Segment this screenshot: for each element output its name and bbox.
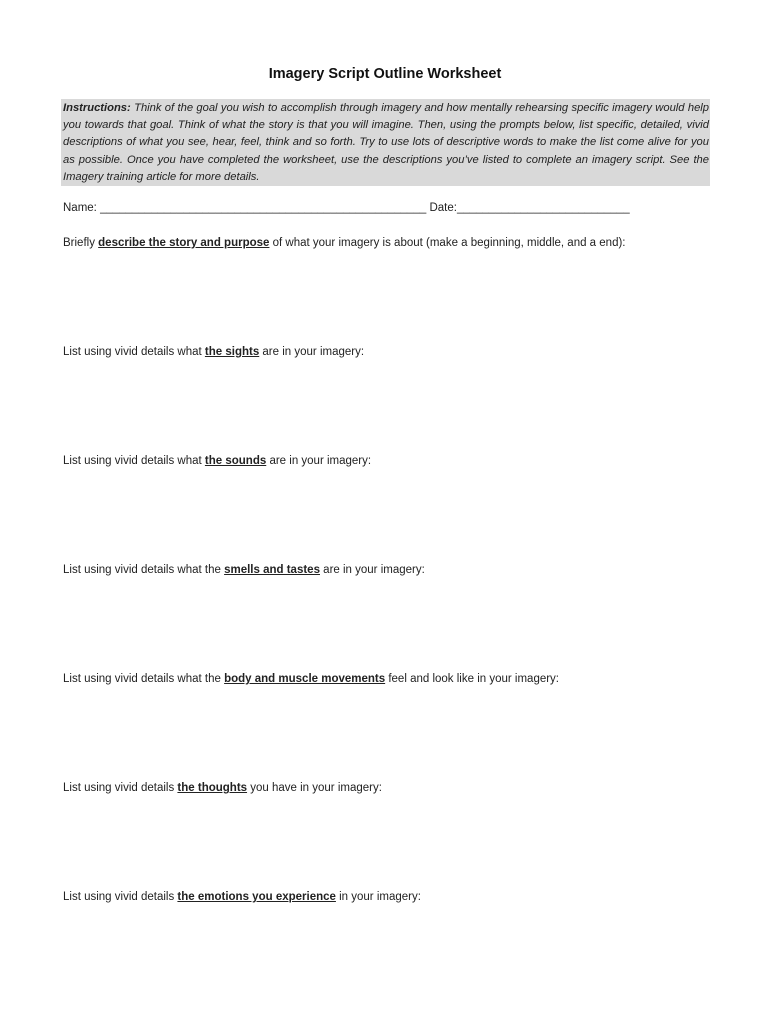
name-date-row xyxy=(63,202,707,214)
prompt-text: in your imagery: xyxy=(335,891,421,903)
prompt-sights xyxy=(63,346,713,358)
page-title: Imagery Script Outline Worksheet xyxy=(268,66,502,82)
prompt-emphasis: body and muscle movements xyxy=(224,673,386,685)
instructions-box xyxy=(61,99,710,186)
prompt-text: List using vivid details what xyxy=(63,346,205,358)
instructions-lead: Instructions: xyxy=(63,102,131,114)
prompt-text: List using vivid details what xyxy=(63,455,205,467)
prompt-text: Briefly xyxy=(63,237,99,249)
prompt-text: List using vivid details what the xyxy=(63,564,225,576)
prompt-text: feel and look like in your imagery: xyxy=(385,673,560,685)
prompt-emphasis: the thoughts xyxy=(177,782,248,794)
prompt-text: List using vivid details xyxy=(63,782,178,794)
prompt-text: are in your imagery: xyxy=(319,564,425,576)
prompt-text: are in your imagery: xyxy=(266,455,372,467)
prompt-sounds xyxy=(63,455,713,467)
prompt-thoughts xyxy=(63,782,713,794)
prompt-smells-tastes xyxy=(63,564,713,576)
prompt-text: of what your imagery is about (make a beginning, middle, and a end): xyxy=(269,237,626,249)
prompt-text: are in your imagery: xyxy=(259,346,365,358)
prompt-emphasis: describe the story and purpose xyxy=(98,237,270,249)
instructions-body: Think of the goal you wish to accomplish through imagery and how mentally rehearsing specific imagery would help you towards that goal. Think of what the story is that you will imagine. Then, using the prompts below, list specific, detailed, vivid descriptions of what you see, hear, feel, think and so forth. Try to use lots of descriptive words to make the list come alive for you as possible. Once you have completed the worksheet, use the descriptions you’ve listed to complete an imagery script. See the Imagery training article for more details. xyxy=(63,102,710,183)
prompt-emphasis: the emotions you experience xyxy=(177,891,336,903)
prompt-body-movements xyxy=(63,673,713,685)
prompt-emotions xyxy=(63,891,713,903)
prompt-text: you have in your imagery: xyxy=(247,782,382,794)
prompt-text: List using vivid details xyxy=(63,891,178,903)
name-field[interactable]: Name: ___________________________________________________ xyxy=(63,202,427,214)
prompt-emphasis: smells and tastes xyxy=(224,564,320,576)
prompt-emphasis: the sights xyxy=(204,346,260,358)
prompt-emphasis: the sounds xyxy=(204,455,267,467)
prompt-text: List using vivid details what the xyxy=(63,673,225,685)
date-field[interactable]: Date:___________________________ xyxy=(429,202,630,214)
prompt-story xyxy=(63,237,713,249)
